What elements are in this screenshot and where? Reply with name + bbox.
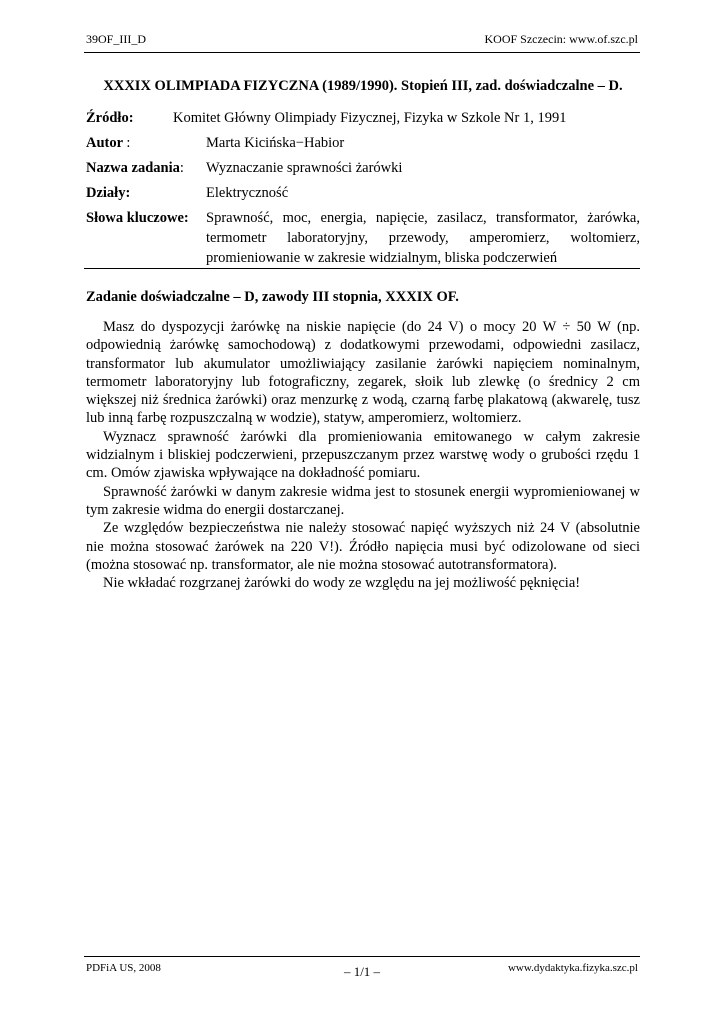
keywords-label: Słowa kluczowe: [86,210,189,226]
paragraph: Masz do dyspozycji żarówkę na niskie napięcie (do 24 V) o mocy 20 W ÷ 50 W (np. odpowiednią żarówkę samochodową) z dodatkowymi przewodami, odpowiedni zasilacz, transformator lub akumulator umożliwiający zasilanie żarówki napięciem nominalnym, termometr laboratoryjny lub fotograficzny, zegarek, słoik lub zlewkę (o średnicy 2 cm większej niż średnica żarówki) oraz menzurkę z wodą, czarną farbę plakatową (akwarelę, tusz lub inną farbę rozpuszczalną w wodzie), statyw, amperomierz, woltomierz. [86,319,640,427]
paragraph: Wyznacz sprawność żarówki dla promieniowania emitowanego w całym zakresie widzialnym i bliskiej podczerwieni, przepuszczanym przez warstwę wody o grubości rzędu 1 cm. Omów zjawiska wpływające na dokładność pomiaru. [86,428,640,482]
task-body [86,318,640,592]
paragraph: Nie wkładać rozgrzanej żarówki do wody ze względu na jej możliwość pęknięcia! [103,575,581,592]
footer-url: www.dydaktyka.fizyka.szc.pl [507,962,638,974]
page-number: – 1/1 – [343,964,381,979]
task-value: Wyznaczanie sprawności żarówki [206,160,403,176]
source-label: Źródło: [86,110,134,126]
paragraph: Sprawność żarówki w danym zakresie widma jest to stosunek energii wypromieniowanej w tym zakresie widma do energii dostarczanej. [86,483,640,518]
footer-rule [84,956,640,957]
header-source-url: KOOF Szczecin: www.of.szc.pl [484,32,638,46]
header-doc-id: 39OF_III_D [86,32,146,46]
header-rule [84,52,640,53]
author-value: Marta Kicińska−Habior [206,135,345,151]
metadata-rule [84,268,640,269]
author-separator: : [126,135,131,151]
footer-publisher: PDFiA US, 2008 [86,962,161,974]
keywords-value: Sprawność, moc, energia, napięcie, zasilacz, transformator, żarówka, termometr laboratoryjny, przewody, amperomierz, woltomierz, promieniowanie w zakresie widzialnym, bliska podczerwień [206,210,640,266]
source-value: Komitet Główny Olimpiady Fizycznej, Fizyka w Szkole Nr 1, 1991 [173,110,567,126]
task-label: Nazwa zadania [86,160,180,176]
paragraph: Ze względów bezpieczeństwa nie należy stosować napięć wyższych niż 24 V (absolutnie nie można stosować żarówek na 220 V!). Źródło napięcia musi być odizolowane od sieci (można stosować np. transformator, ale nie można stosować autotransformatora). [86,520,640,573]
task-separator: : [179,160,184,176]
section-title: Zadanie doświadczalne – D, zawody III stopnia, XXXIX OF. [86,289,459,305]
page-title: XXXIX OLIMPIADA FIZYCZNA (1989/1990). Stopień III, zad. doświadczalne – D. [103,78,623,94]
sections-label: Działy: [86,185,131,201]
author-label: Autor [86,135,123,151]
sections-value: Elektryczność [206,185,289,201]
